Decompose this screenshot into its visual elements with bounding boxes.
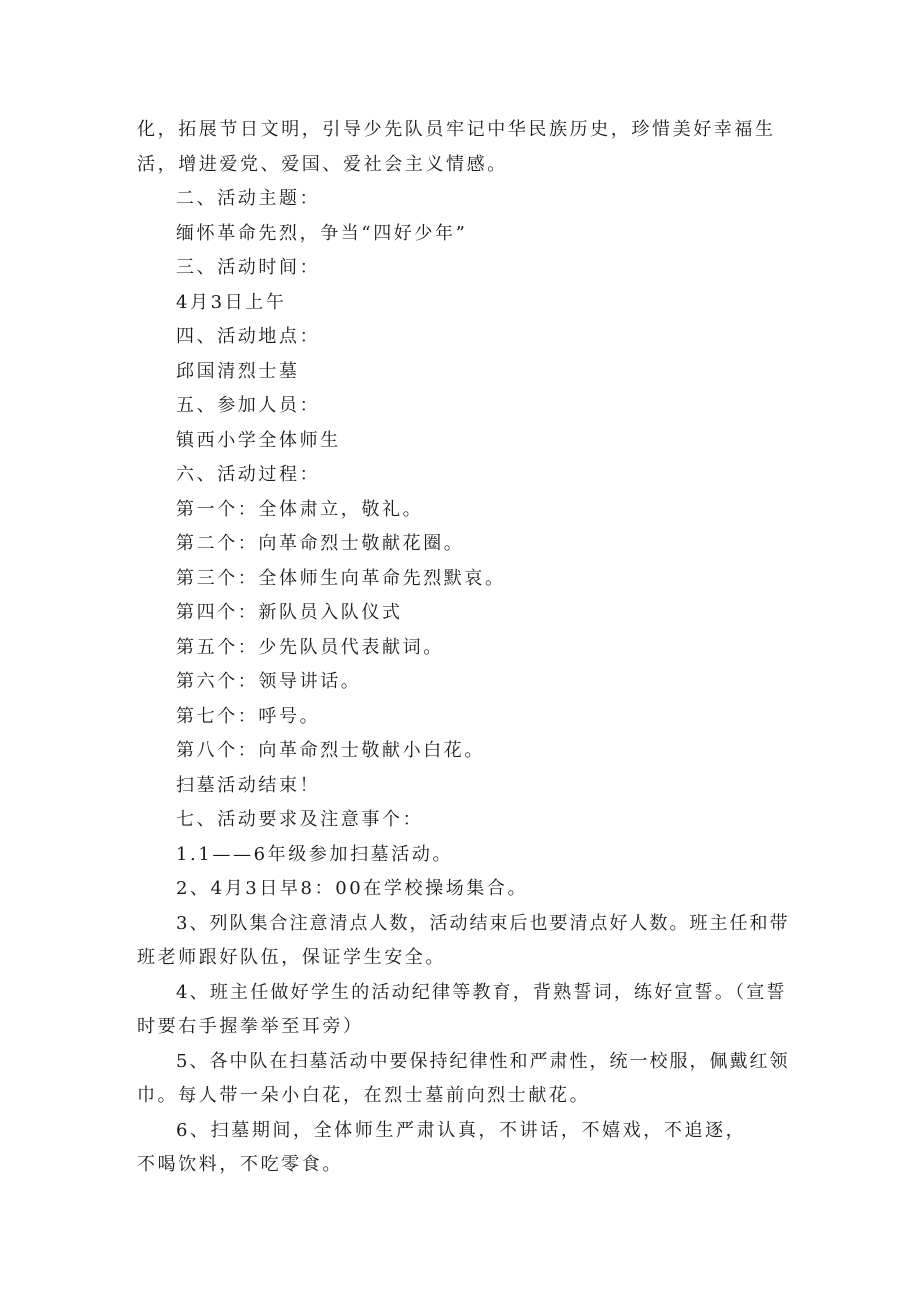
text-line: 3、列队集合注意清点人数，活动结束后也要清点好人数。班主任和带 xyxy=(176,912,790,934)
text-line: 邱国清烈士墓 xyxy=(176,360,300,382)
text-line: 第一个：全体肃立，敬礼。 xyxy=(176,498,424,520)
text-line: 6、扫墓期间，全体师生严肃认真，不讲话，不嬉戏，不追逐， xyxy=(176,1119,747,1141)
text-line: 镇西小学全体师生 xyxy=(176,429,341,451)
text-line: 不喝饮料，不吃零食。 xyxy=(137,1154,343,1175)
text-line: 二、活动主题： xyxy=(176,188,321,209)
text-line: 第六个：领导讲话。 xyxy=(176,671,362,692)
text-line: 5、各中队在扫墓活动中要保持纪律性和严肃性，统一校服，佩戴红领 xyxy=(176,1050,790,1072)
text-line: 四、活动地点： xyxy=(176,326,321,347)
text-line: 第三个：全体师生向革命先烈默哀。 xyxy=(176,567,506,589)
text-line: 第二个：向革命烈士敬献花圈。 xyxy=(176,533,465,554)
text-line: 五、参加人员： xyxy=(176,395,321,416)
text-line: 时要右手握拳举至耳旁） xyxy=(137,1016,364,1037)
text-line: 4、班主任做好学生的活动纪律等教育，背熟誓词，练好宣誓。（宣誓 xyxy=(176,981,787,1003)
text-line: 第八个：向革命烈士敬献小白花。 xyxy=(176,740,485,761)
text-line: 1.1——6年级参加扫墓活动。 xyxy=(176,843,454,865)
text-line: 活，增进爱党、爱国、爱社会主义情感。 xyxy=(137,153,508,175)
text-line: 扫墓活动结束！ xyxy=(176,774,321,796)
text-line: 4月3日上午 xyxy=(176,291,287,313)
text-line: 第五个：少先队员代表献词。 xyxy=(176,636,444,658)
text-line: 第四个：新队员入队仪式 xyxy=(176,602,403,623)
text-line: 化，拓展节日文明，引导少先队员牢记中华民族历史，珍惜美好幸福生 xyxy=(137,119,776,140)
text-line: 第七个：呼号。 xyxy=(176,705,321,727)
text-line: 三、活动时间： xyxy=(176,257,321,278)
text-line: 班老师跟好队伍，保证学生安全。 xyxy=(137,947,446,968)
text-line: 2、4月3日早8：00在学校操场集合。 xyxy=(176,878,529,899)
text-line: 六、活动过程： xyxy=(176,464,321,485)
text-line: 巾。每人带一朵小白花，在烈士墓前向烈士献花。 xyxy=(137,1085,591,1106)
document-body xyxy=(137,113,792,1183)
text-line: 七、活动要求及注意事个： xyxy=(176,809,424,830)
text-line: 缅怀革命先烈，争当“四好少年” xyxy=(176,222,468,244)
